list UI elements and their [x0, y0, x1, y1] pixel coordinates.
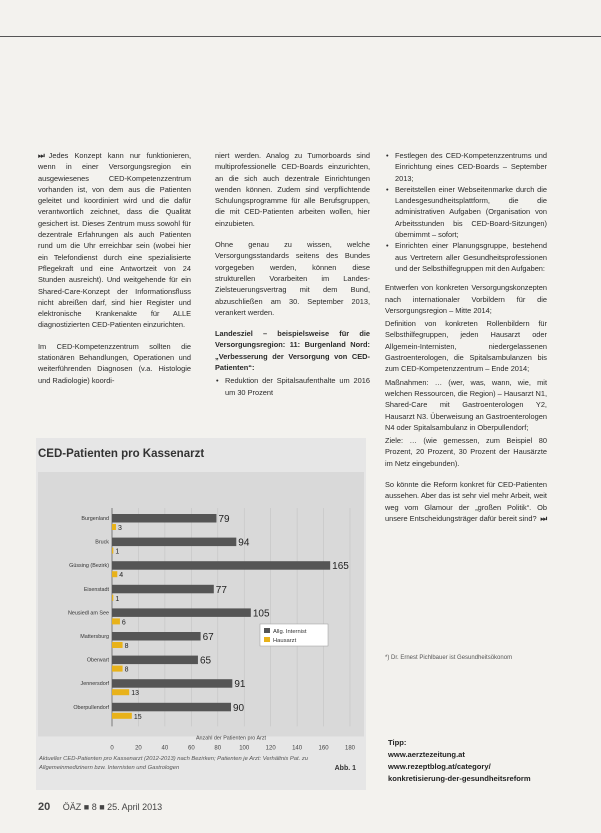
bar-value-label: 4 — [119, 572, 124, 580]
chart-caption: Aktueller CED-Patienten pro Kassenarzt (2012-2013) nach Bezirken; Patienten je Arzt: Verhältnis Pat. zu Allgemeinmedizinern bzw. Internisten und Gastrologen — [39, 756, 308, 771]
paragraph — [385, 479, 547, 524]
chart-title: CED-Patienten pro Kassenarzt — [38, 448, 205, 460]
top-rule — [0, 36, 601, 37]
bar-hausarzt — [112, 642, 123, 648]
legend-swatch — [264, 637, 270, 642]
bar-value-label: 165 — [332, 561, 349, 573]
bar-hausarzt — [112, 618, 120, 624]
paragraph: Definition von konkreten Rollenbildern für Selbsthilfegruppen, jeden Hausarzt oder Allgemein-Internisten, niedergelassenen Gastroenterologen, die Spitalsambulanzen bis zum CED-Kompetenzzentrum – Ende 2014; — [385, 319, 547, 374]
bar-hausarzt — [112, 548, 113, 554]
plot-background — [38, 472, 364, 736]
bullet-list — [215, 375, 370, 398]
category-label: Jennersdorf — [80, 681, 109, 688]
category-label: Mattersburg — [80, 634, 109, 640]
x-axis-label: Anzahl der Patienten pro Arzt — [195, 735, 267, 742]
bar-value-label: 94 — [238, 537, 250, 549]
category-label: Oberwart — [86, 657, 109, 664]
bar-value-label: 8 — [124, 643, 129, 650]
legend-label: Hausarzt — [273, 638, 297, 644]
x-tick-label: 140 — [292, 745, 303, 752]
bar-value-label: 79 — [218, 514, 230, 525]
chart-figure — [36, 438, 366, 790]
tip-link[interactable]: www.rezeptblog.at/category/ — [388, 762, 491, 771]
paragraph: Maßnahmen: … (wer, was, wann, wie, mit welchen Ressourcen, die Region) – Hausarzt N1, Shared-Care mit Gastroenterologen Y2, Hausarzt N3. Überweisung an Gastroenterologen N4 oder Spitalsambulanz in Oberpullendorf; — [385, 377, 547, 432]
article-column-1 — [38, 150, 191, 396]
paragraph-text: Jedes Konzept kann nur funktionieren, wenn in einer Versorgungsregion ein ausgewiesenes CED-Kompetenzzentrum vorhanden ist, von dem aus die Patienten geleitet und koordiniert wird und die dafür verantwortlich zeichnet, dass die Qualität gesichert ist. Dieses Zentrum muss sowohl für dezentrale Erfahrungen als auch Patienten rund um die Uhr erreichbar sein (wobei hier ein Telefondienst durch eine spezialisierte Pflegekraft und eine Antwortzeit von 24 Stunden ausreicht). Und weitgehende für ein Shared-Care-Konzept der Informationsfluss nicht abreißen darf, sind hier Register und elektronische Krankenakte für ALLE diagnostizierten CED-Patienten einzurichten. — [38, 151, 191, 330]
category-label: Neusiedl am See — [67, 610, 109, 617]
paragraph: Ohne genau zu wissen, welche Versorgungsstandards seitens des Bundes vorgegeben werden, können diese strukturellen Vorarbeiten im Landes-Zielsteuerungsvertrag mit dem Bund, abzuschließen am 30. September 2013, verankert werden. — [215, 240, 370, 317]
end-icon: ⏭ — [540, 513, 547, 523]
bar-value-label: 1 — [115, 548, 120, 556]
list-item: • Reduktion der Spitalsaufenthalte um 2016 um 30 Prozent — [225, 375, 370, 398]
paragraph-text: So könnte die Reform konkret für CED-Patienten aussehen. Aber das ist sehr viel mehr Arbeit, weit weg vom Glamour der „großen Politik“. Ob unsere Entscheidungsträger dafür bereit sind? — [385, 480, 547, 523]
bar-chart — [36, 438, 366, 752]
continue-icon: ⏭ — [38, 151, 45, 160]
bar-internist — [112, 656, 198, 665]
x-tick-label: 160 — [318, 745, 329, 752]
tip-label: Tipp: — [388, 738, 407, 747]
bar-hausarzt — [112, 713, 132, 719]
bullet-list — [385, 150, 547, 274]
x-tick-label: 0 — [110, 745, 114, 752]
tip-link[interactable]: www.aerztezeitung.at — [388, 750, 465, 759]
category-label: Burgenland — [81, 516, 109, 522]
list-item: • Einrichten einer Planungsgruppe, bestehend aus Vertretern aller Gesundheitsprofessionen und der Selbsthilfegruppen mit den Aufgaben: — [395, 240, 547, 274]
paragraph — [38, 150, 191, 331]
bar-hausarzt — [112, 666, 123, 672]
page-footer — [38, 801, 162, 813]
bar-internist — [112, 679, 232, 688]
bar-internist — [112, 514, 216, 523]
bar-hausarzt — [112, 595, 113, 601]
bar-value-label: 67 — [202, 632, 214, 643]
x-tick-label: 40 — [161, 745, 169, 752]
tip-box — [388, 737, 568, 785]
paragraph: Im CED-Kompetenzzentrum sollten die stationären Behandlungen, Operationen und weiterführenden Diagnosen (v.a. Histologie und Radiologie) koordi- — [38, 341, 191, 385]
bar-value-label: 6 — [121, 619, 126, 627]
category-label: Bruck — [95, 539, 109, 546]
bar-value-label: 105 — [252, 608, 270, 620]
figure-number: Abb. 1 — [334, 765, 356, 772]
x-tick-label: 180 — [344, 745, 356, 752]
bar-value-label: 13 — [131, 690, 139, 698]
bar-hausarzt — [112, 689, 129, 695]
x-tick-label: 100 — [239, 745, 250, 752]
legend-swatch — [264, 628, 270, 633]
x-tick-label: 60 — [187, 745, 195, 752]
bar-internist — [112, 703, 231, 712]
bar-value-label: 15 — [133, 713, 142, 721]
legend-label: Allg. Internist — [273, 629, 307, 635]
article-column-3 — [385, 150, 547, 534]
author-note: *) Dr. Ernest Pichlbauer ist Gesundheitsökonom — [385, 655, 513, 661]
bar-hausarzt — [112, 571, 117, 577]
bar-internist — [112, 585, 214, 594]
tip-link[interactable]: konkretisierung-der-gesundheitsreform — [388, 774, 531, 783]
list-item: • Bereitstellen einer Webseitenmarke durch die Landesgesundheitsplattform, die die administrativen Aufgaben (Organisation von Arbeitsstunden bis CED-Board-Sitzungen) übernimmt – sofort; — [395, 184, 547, 240]
x-tick-label: 20 — [135, 745, 142, 752]
journal-info: ÖÄZ ■ 8 ■ 25. April 2013 — [62, 802, 163, 812]
paragraph: Ziele: … (wie gemessen, zum Beispiel 80 Prozent, 20 Prozent, 30 Prozent der Hausärzte im Netz eingebunden). — [385, 436, 547, 468]
x-tick-label: 120 — [265, 745, 276, 752]
category-label: Eisenstadt — [83, 586, 109, 593]
bar-value-label: 8 — [124, 666, 129, 674]
paragraph: Entwerfen von konkreten Versorgungskonzepten nach internationaler Vorbildern für die Versorgungsregion – Mitte 2014; — [385, 283, 547, 315]
bar-value-label: 65 — [199, 655, 212, 667]
bar-value-label: 77 — [215, 584, 227, 596]
x-tick-label: 80 — [214, 745, 222, 752]
page-number: 20 — [38, 801, 51, 813]
bar-value-label: 90 — [233, 702, 245, 714]
bar-hausarzt — [112, 524, 116, 530]
category-label: Güssing (Bezirk) — [69, 563, 109, 570]
bar-value-label: 3 — [117, 525, 122, 532]
bar-internist — [112, 538, 236, 547]
bar-value-label: 1 — [115, 595, 120, 603]
section-heading: Landesziel – beispielsweise für die Versorgungsregion: 11: Burgenland Nord: „Verbesserung der Versorgung von CED-Patienten“: — [215, 329, 370, 373]
bar-internist — [112, 632, 201, 641]
paragraph: niert werden. Analog zu Tumorboards sind multiprofessionelle CED-Boards einzurichten, an die sich auch dezentrale Einrichtungen wenden können. Zudem sind verpflichtende Schulungsprogramme für alle Berufsgruppen, die mit CED-Patienten arbeiten wollen, hier einzubieten. — [215, 151, 370, 228]
bar-internist — [112, 561, 330, 570]
article-column-2 — [215, 150, 370, 406]
bar-internist — [112, 608, 251, 617]
bar-value-label: 91 — [234, 679, 246, 691]
list-item: • Festlegen des CED-Kompetenzzentrums und Einrichtung eines CED-Boards – September 2013; — [395, 150, 547, 184]
category-label: Oberpullendorf — [73, 704, 109, 711]
